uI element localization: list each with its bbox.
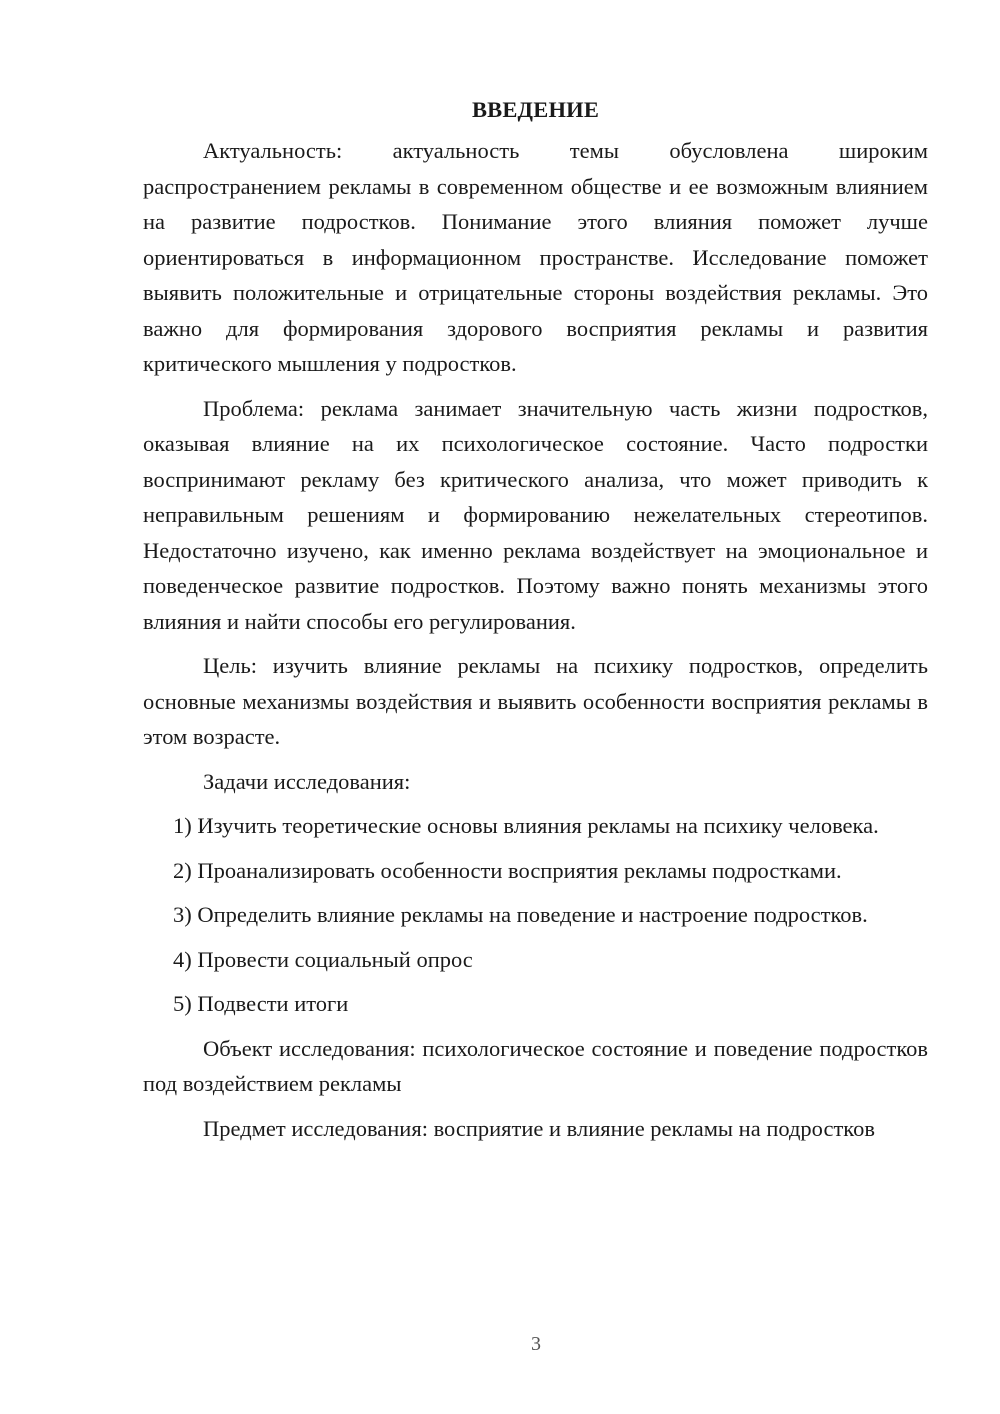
page-content [143,93,928,1155]
relevance-paragraph: Актуальность: актуальность темы обусловлена широким распространением рекламы в современном обществе и ее возможным влиянием на развитие подростков. Понимание этого влияния поможет лучше ориентироваться в информационном пространстве. Исследование поможет выявить положительные и отрицательные стороны воздействия рекламы. Это важно для формирования здорового восприятия рекламы и развития критического мышления у подростков. [143,138,928,376]
problem-paragraph: Проблема: реклама занимает значительную часть жизни подростков, оказывая влияние на их психологическое состояние. Часто подростки воспринимают рекламу без критического анализа, что может приводить к неправильным решениям и формированию нежелательных стереотипов. Недостаточно изучено, как именно реклама воздействует на эмоциональное и поведенческое развитие подростков. Поэтому важно понять механизмы этого влияния и найти способы его регулирования. [143,395,928,634]
task-item-1: 1) Изучить теоретические основы влияния рекламы на психику человека. [173,813,879,838]
task-item-5: 5) Подвести итоги [173,991,349,1016]
page-title: ВВЕДЕНИЕ [471,97,600,122]
page-number: 3 [531,1333,541,1355]
object-paragraph: Объект исследования: психологическое состояние и поведение подростков под воздействием рекламы [143,1035,928,1096]
task-item-3: 3) Определить влияние рекламы на поведение и настроение подростков. [173,902,868,927]
task-item-4: 4) Провести социальный опрос [173,946,473,972]
goal-paragraph: Цель: изучить влияние рекламы на психику подростков, определить основные механизмы воздействия и выявить особенности восприятия рекламы в этом возрасте. [143,653,928,749]
subject-paragraph: Предмет исследования: восприятие и влияние рекламы на подростков [203,1115,875,1141]
tasks-heading: Задачи исследования: [203,768,411,794]
task-item-2: 2) Проанализировать особенности восприятия рекламы подростками. [173,857,842,883]
